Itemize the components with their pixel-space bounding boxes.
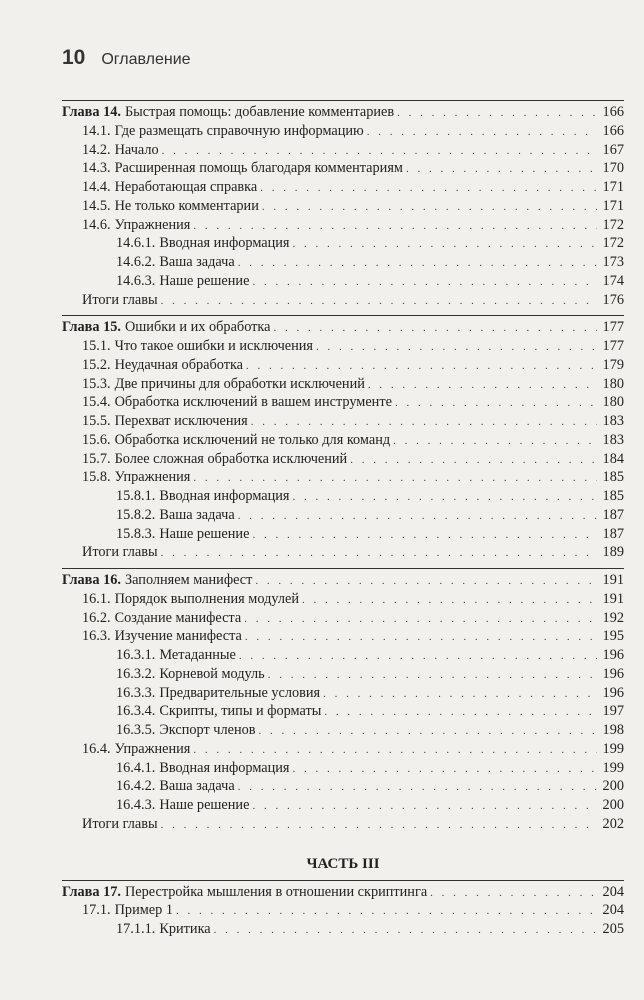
- entry-number: 16.3.: [82, 628, 111, 645]
- entry-title: Наше решение: [159, 525, 250, 542]
- entry-title: Ваша задача: [159, 778, 235, 795]
- entry-number: 16.3.4.: [116, 703, 156, 720]
- entry-page-number: 173: [602, 254, 624, 270]
- toc-entry[interactable]: [62, 291, 624, 310]
- entry-number: 15.8.1.: [116, 488, 156, 504]
- entry-number: 14.6.3.: [116, 272, 156, 289]
- toc-entry[interactable]: [62, 159, 624, 178]
- toc-entry[interactable]: [62, 141, 624, 160]
- dot-leader: [252, 273, 597, 292]
- entry-number: 15.3.: [82, 375, 111, 392]
- entry-number: 14.4.: [82, 179, 111, 195]
- toc-entry[interactable]: [62, 815, 624, 834]
- chapter-block: [62, 100, 624, 309]
- toc-entry[interactable]: [62, 431, 624, 450]
- entry-number: 16.4.1.: [116, 759, 156, 776]
- dot-leader: [293, 488, 598, 507]
- entry-page-number: 192: [602, 609, 624, 626]
- entry-number: 15.6.: [82, 431, 111, 448]
- entry-number: 14.2.: [82, 141, 111, 158]
- dot-leader: [316, 338, 597, 357]
- toc-entry[interactable]: [62, 234, 624, 253]
- toc-entry[interactable]: [62, 571, 624, 590]
- dot-leader: [293, 235, 598, 254]
- entry-title: Предварительные условия: [159, 684, 321, 701]
- toc-entry[interactable]: [62, 122, 624, 141]
- dot-leader: [268, 666, 597, 685]
- entry-title: Итоги главы: [82, 544, 158, 561]
- toc-entry[interactable]: [62, 318, 624, 337]
- dot-leader: [161, 292, 597, 311]
- entry-number: 14.3.: [82, 160, 111, 177]
- toc-entry[interactable]: [62, 253, 624, 272]
- toc-entry[interactable]: [62, 609, 624, 628]
- entry-number: 14.6.1.: [116, 235, 156, 252]
- entry-title: Изучение манифеста: [114, 628, 242, 645]
- entry-title: Метаданные: [159, 647, 236, 663]
- dot-leader: [252, 526, 597, 545]
- toc-entry[interactable]: [62, 487, 624, 506]
- entry-page-number: 170: [602, 160, 624, 177]
- entry-number: 16.3.3.: [116, 684, 156, 701]
- dot-leader: [244, 610, 597, 629]
- entry-page-number: 171: [602, 179, 624, 195]
- dot-leader: [273, 319, 597, 338]
- toc-entry[interactable]: [62, 883, 624, 902]
- toc-entry[interactable]: [62, 468, 624, 487]
- entry-title: Упражнения: [114, 216, 191, 233]
- entry-title: Обработка исключений не только для команд: [114, 431, 391, 448]
- entry-page-number: 200: [602, 778, 624, 795]
- entry-page-number: 196: [602, 647, 624, 663]
- entry-number: 16.3.1.: [116, 647, 156, 663]
- entry-title: Неработающая справка: [114, 179, 258, 195]
- toc-entry[interactable]: [62, 740, 624, 759]
- entry-title: Корневой модуль: [159, 665, 265, 682]
- entry-page-number: 167: [602, 141, 624, 158]
- entry-title: Вводная информация: [159, 759, 290, 776]
- dot-leader: [239, 647, 597, 666]
- entry-title: Итоги главы: [82, 815, 158, 832]
- dot-leader: [162, 142, 597, 161]
- dot-leader: [161, 544, 597, 563]
- dot-leader: [368, 376, 597, 395]
- toc-entry[interactable]: [62, 450, 624, 469]
- dot-leader: [393, 432, 597, 451]
- entry-title: Вводная информация: [159, 235, 290, 252]
- dot-leader: [259, 722, 597, 741]
- entry-number: Глава 14.: [62, 104, 121, 120]
- toc-entry[interactable]: [62, 590, 624, 609]
- entry-number: Глава 17.: [62, 883, 121, 900]
- entry-page-number: 177: [602, 338, 624, 354]
- entry-number: 15.5.: [82, 413, 111, 429]
- entry-page-number: 204: [602, 883, 624, 900]
- entry-title: Ваша задача: [159, 254, 235, 270]
- toc-entry[interactable]: [62, 920, 624, 939]
- dot-leader: [161, 816, 597, 835]
- entry-page-number: 174: [602, 272, 624, 289]
- dot-leader: [293, 760, 598, 779]
- entry-number: 14.1.: [82, 122, 111, 139]
- entry-number: 16.4.: [82, 740, 111, 757]
- chapter-block: [62, 568, 624, 834]
- entry-title: Вводная информация: [159, 488, 290, 504]
- entry-title: Быстрая помощь: добавление комментариев: [124, 104, 395, 120]
- entry-title: Экспорт членов: [159, 722, 256, 738]
- entry-title: Перехват исключения: [114, 413, 248, 429]
- dot-leader: [350, 451, 597, 470]
- entry-page-number: 184: [602, 450, 624, 467]
- dot-leader: [430, 884, 597, 903]
- entry-number: 14.6.2.: [116, 254, 156, 270]
- entry-page-number: 191: [602, 572, 624, 588]
- toc-entry[interactable]: [62, 356, 624, 375]
- entry-title: Порядок выполнения модулей: [114, 590, 299, 607]
- dot-leader: [255, 572, 597, 591]
- toc-entry[interactable]: [62, 272, 624, 291]
- toc-entry[interactable]: [62, 646, 624, 665]
- toc-entry[interactable]: [62, 721, 624, 740]
- entry-title: Где размещать справочную информацию: [114, 122, 364, 139]
- entry-page-number: 171: [602, 197, 624, 214]
- toc-entry[interactable]: [62, 216, 624, 235]
- toc-entry[interactable]: [62, 525, 624, 544]
- entry-page-number: 196: [602, 684, 624, 701]
- entry-title: Обработка исключений в вашем инструменте: [114, 394, 392, 411]
- entry-title: Упражнения: [114, 740, 191, 757]
- entry-title: Скрипты, типы и форматы: [159, 703, 322, 720]
- dot-leader: [176, 902, 597, 921]
- entry-number: 16.1.: [82, 590, 111, 607]
- entry-page-number: 183: [602, 431, 624, 448]
- dot-leader: [323, 685, 597, 704]
- entry-title: Ваша задача: [159, 506, 235, 523]
- toc-entry[interactable]: [62, 627, 624, 646]
- dot-leader: [214, 921, 597, 940]
- entry-page-number: 177: [602, 319, 624, 336]
- entry-title: Перестройка мышления в отношении скриптинга: [124, 883, 428, 900]
- entry-page-number: 191: [602, 590, 624, 607]
- dot-leader: [324, 703, 597, 722]
- entry-title: Критика: [159, 921, 211, 937]
- toc-entry[interactable]: [62, 901, 624, 920]
- dot-leader: [246, 357, 597, 376]
- dot-leader: [367, 123, 597, 142]
- dot-leader: [395, 394, 597, 413]
- entry-page-number: 197: [602, 703, 624, 720]
- entry-title: Расширенная помощь благодаря комментариям: [114, 160, 403, 177]
- entry-page-number: 179: [602, 356, 624, 373]
- dot-leader: [262, 198, 597, 217]
- dot-leader: [193, 217, 597, 236]
- entry-page-number: 195: [602, 628, 624, 645]
- entry-page-number: 183: [602, 413, 624, 429]
- entry-number: 17.1.1.: [116, 921, 156, 937]
- entry-number: 14.6.: [82, 216, 111, 233]
- entry-title: Начало: [114, 141, 159, 158]
- toc-entry[interactable]: [62, 375, 624, 394]
- entry-page-number: 180: [602, 394, 624, 411]
- entry-title: Заполняем манифест: [124, 572, 253, 588]
- dot-leader: [245, 628, 597, 647]
- toc-entry[interactable]: [62, 393, 624, 412]
- entry-page-number: 172: [602, 235, 624, 252]
- dot-leader: [238, 507, 597, 526]
- entry-page-number: 204: [602, 902, 624, 919]
- chapter-block: [62, 315, 624, 562]
- dot-leader: [238, 778, 597, 797]
- entry-number: 16.2.: [82, 609, 111, 626]
- entry-number: 15.7.: [82, 450, 111, 467]
- chapter-block: [62, 880, 624, 939]
- toc-entry[interactable]: [62, 777, 624, 796]
- dot-leader: [260, 179, 597, 198]
- toc-entry[interactable]: [62, 337, 624, 356]
- entry-title: Пример 1: [114, 902, 173, 919]
- entry-title: Неудачная обработка: [114, 356, 244, 373]
- dot-leader: [193, 469, 597, 488]
- entry-page-number: 199: [602, 740, 624, 757]
- page-header: [62, 46, 191, 70]
- entry-page-number: 200: [602, 797, 624, 813]
- entry-page-number: 185: [602, 469, 624, 486]
- entry-title: Ошибки и их обработка: [124, 319, 271, 336]
- entry-number: 15.2.: [82, 356, 111, 373]
- entry-number: 16.4.2.: [116, 778, 156, 795]
- entry-page-number: 199: [602, 759, 624, 776]
- entry-number: 16.4.3.: [116, 797, 156, 813]
- toc-entry[interactable]: [62, 103, 624, 122]
- entry-title: Что такое ошибки и исключения: [114, 338, 314, 354]
- entry-title: Более сложная обработка исключений: [114, 450, 348, 467]
- toc-entry[interactable]: [62, 665, 624, 684]
- entry-page-number: 196: [602, 665, 624, 682]
- page-number: 10: [62, 46, 86, 69]
- entry-title: Итоги главы: [82, 291, 158, 308]
- entry-title: Упражнения: [114, 469, 191, 486]
- entry-number: Глава 16.: [62, 572, 121, 588]
- entry-page-number: 205: [602, 921, 624, 937]
- page-title: Оглавление: [101, 51, 191, 68]
- toc-entry[interactable]: [62, 702, 624, 721]
- toc-entry[interactable]: [62, 178, 624, 197]
- entry-page-number: 166: [602, 122, 624, 139]
- table-of-contents: [62, 100, 624, 945]
- entry-page-number: 198: [602, 722, 624, 738]
- entry-page-number: 185: [602, 488, 624, 504]
- part-heading: ЧАСТЬ III: [306, 855, 380, 872]
- entry-number: 16.3.5.: [116, 722, 156, 738]
- entry-number: 15.8.: [82, 469, 111, 486]
- entry-page-number: 187: [602, 506, 624, 523]
- entry-page-number: 176: [602, 291, 624, 308]
- toc-entry[interactable]: [62, 543, 624, 562]
- entry-number: 16.3.2.: [116, 665, 156, 682]
- entry-title: Две причины для обработки исключений: [114, 375, 365, 392]
- entry-number: 15.8.3.: [116, 525, 156, 542]
- dot-leader: [406, 160, 597, 179]
- toc-entry[interactable]: [62, 759, 624, 778]
- entry-page-number: 189: [602, 544, 624, 561]
- entry-number: Глава 15.: [62, 319, 121, 336]
- entry-title: Наше решение: [159, 797, 250, 813]
- entry-page-number: 202: [602, 815, 624, 832]
- entry-page-number: 187: [602, 525, 624, 542]
- dot-leader: [193, 741, 597, 760]
- entry-title: Наше решение: [159, 272, 250, 289]
- entry-number: 17.1.: [82, 902, 111, 919]
- entry-title: Не только комментарии: [114, 197, 259, 214]
- entry-number: 14.5.: [82, 197, 111, 214]
- entry-page-number: 180: [602, 375, 624, 392]
- toc-entry[interactable]: [62, 412, 624, 431]
- dot-leader: [252, 797, 597, 816]
- toc-entry[interactable]: [62, 684, 624, 703]
- toc-entry[interactable]: [62, 796, 624, 815]
- entry-number: 15.4.: [82, 394, 111, 411]
- dot-leader: [302, 591, 597, 610]
- entry-number: 15.8.2.: [116, 506, 156, 523]
- entry-page-number: 172: [602, 216, 624, 233]
- entry-title: Создание манифеста: [114, 609, 242, 626]
- toc-entry[interactable]: [62, 506, 624, 525]
- dot-leader: [251, 413, 597, 432]
- dot-leader: [238, 254, 597, 273]
- entry-number: 15.1.: [82, 338, 111, 354]
- toc-entry[interactable]: [62, 197, 624, 216]
- dot-leader: [397, 104, 597, 123]
- entry-page-number: 166: [602, 104, 624, 120]
